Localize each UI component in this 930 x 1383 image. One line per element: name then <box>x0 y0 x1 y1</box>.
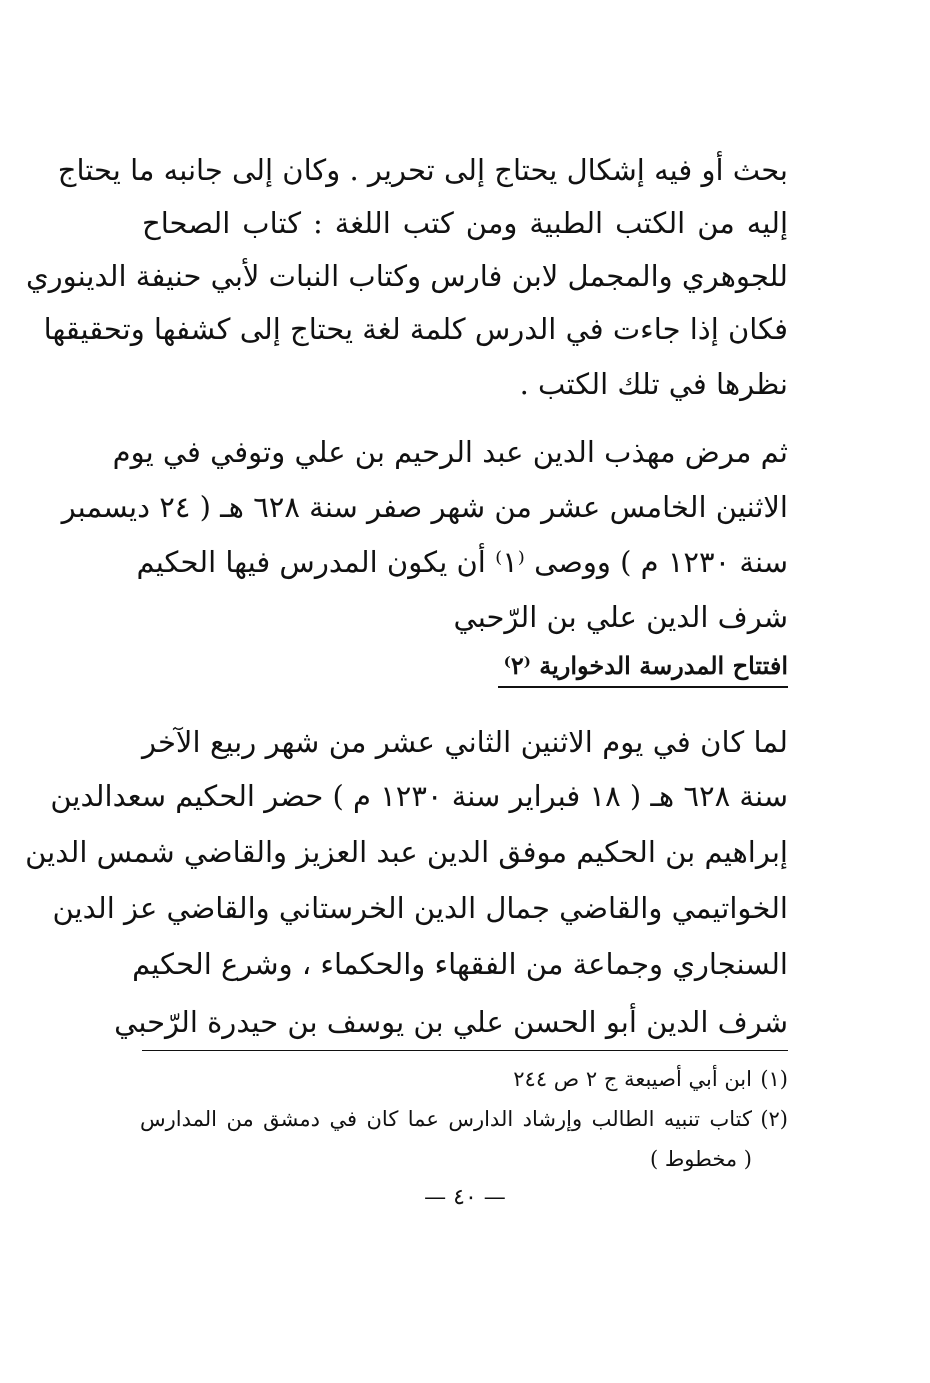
text-line: سنة ١٢٣٠ م ) ووصى ⁽١⁾ أن يكون المدرس فيها الحكيم <box>136 545 788 579</box>
text-line: الخواتيمي والقاضي جمال الدين الخرستاني والقاضي عز الدين <box>52 891 788 925</box>
text-line: شرف الدين علي بن الرّحبي <box>453 600 788 634</box>
footnote-number: (٢) <box>760 1107 788 1131</box>
text-line: بحث أو فيه إشكال يحتاج إلى تحرير . وكان إلى جانبه ما يحتاج <box>57 153 788 187</box>
text-line: إليه من الكتب الطبية ومن كتب اللغة : كتاب الصحاح <box>142 206 788 240</box>
footnote-text: ابن أبي أصيبعة ج ٢ ص ٢٤٤ <box>513 1067 752 1091</box>
text-line: ثم مرض مهذب الدين عبد الرحيم بن علي وتوفي في يوم <box>112 435 788 469</box>
text-line: فكان إذا جاءت في الدرس كلمة لغة يحتاج إلى كشفها وتحقيقها <box>43 312 788 346</box>
text-line: السنجاري وجماعة من الفقهاء والحكماء ، وشرع الحكيم <box>132 947 788 981</box>
page-number: — ٤٠ — <box>424 1185 506 1210</box>
footnote-number: (١) <box>760 1067 788 1091</box>
text-line: سنة ٦٢٨ هـ ( ١٨ فبراير سنة ١٢٣٠ م ) حضر الحكيم سعدالدين <box>50 779 788 813</box>
text-line: إبراهيم بن الحكيم موفق الدين عبد العزيز والقاضي شمس الدين <box>25 835 788 869</box>
text-line: شرف الدين أبو الحسن علي بن يوسف بن حيدرة الرّحبي <box>114 1005 788 1039</box>
section-heading: افتتاح المدرسة الدخوارية ⁽٢⁾ <box>503 651 788 680</box>
footnote-text: كتاب تنبيه الطالب وإرشاد الدارس عما كان في دمشق من المدارس <box>140 1107 752 1131</box>
heading-underline <box>498 686 788 688</box>
text-line: نظرها في تلك الكتب . <box>519 367 788 401</box>
text-line: الاثنين الخامس عشر من شهر صفر سنة ٦٢٨ هـ ( ٢٤ ديسمبر <box>61 490 788 524</box>
footnote-separator <box>142 1050 788 1051</box>
text-line: للجوهري والمجمل لابن فارس وكتاب النبات لأبي حنيفة الدينوري <box>25 259 788 293</box>
text-line: لما كان في يوم الاثنين الثاني عشر من شهر ربيع الآخر <box>142 725 788 759</box>
footnote-text: ( مخطوط ) <box>649 1147 752 1171</box>
